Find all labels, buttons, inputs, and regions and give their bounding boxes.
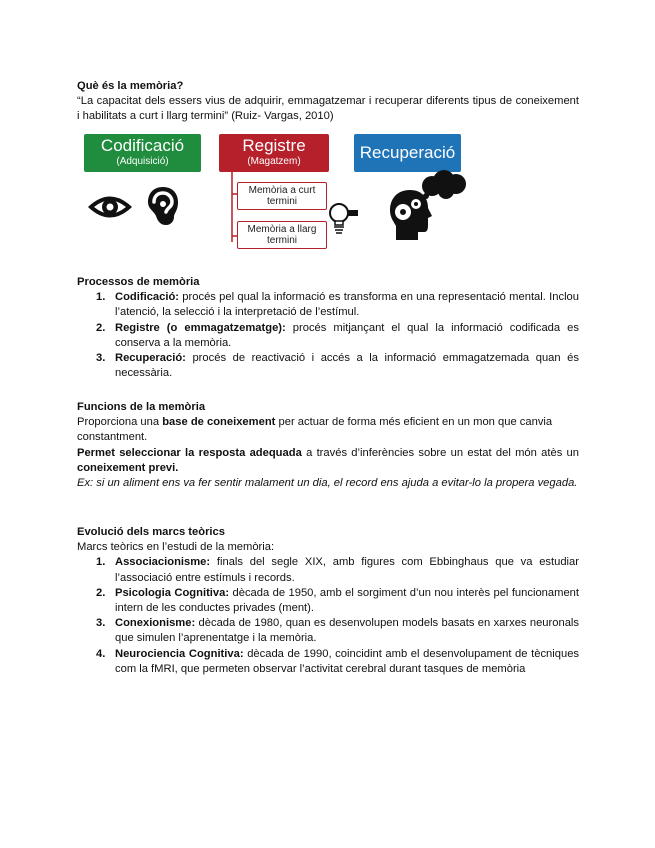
recuperacio-box <box>354 134 461 172</box>
item-text: dècada de 1980, quan es desenvolupen models basats en xarxes neuronals que simulen l’aprenentatge i la memòria. <box>115 617 579 645</box>
frameworks-list <box>77 555 579 677</box>
text-run: a través d’inferències sobre un estat del món atès un <box>301 446 580 459</box>
list-item <box>77 616 579 646</box>
item-number: 2. <box>96 321 106 334</box>
memory-diagram <box>82 132 472 252</box>
codificacio-title: Codificació <box>100 136 185 155</box>
text-run: per actuar de forma més eficient en un mon que canvia constantment. <box>77 416 553 444</box>
item-term: Associacionisme: <box>115 556 211 569</box>
functions-paragraph-1 <box>77 415 579 445</box>
head-gears-icon <box>388 188 436 242</box>
lightbulb-icon <box>328 200 360 238</box>
item-number: 4. <box>96 647 106 660</box>
processes-list <box>77 290 579 381</box>
eye-icon <box>86 192 134 222</box>
item-term: Conexionisme: <box>115 617 196 630</box>
ear-icon <box>146 185 180 227</box>
definition-quote: “La capacitat dels essers vius de adquirir, emmagatzemar i recuperar diferents tipus de coneixement i habilitats a curt i llarg termini” (Ruiz- Vargas, 2010) <box>77 95 579 123</box>
list-item <box>77 290 579 320</box>
registre-box <box>219 134 329 172</box>
section-title: Processos de memòria <box>77 276 200 288</box>
codificacio-box <box>84 134 201 172</box>
item-term: Codificació: <box>115 291 180 304</box>
list-item <box>77 586 579 616</box>
functions-paragraph-2 <box>77 446 579 476</box>
list-item <box>77 647 579 677</box>
item-number: 3. <box>96 617 106 630</box>
section-theoretical-frameworks <box>77 525 579 677</box>
item-term: Neurociencia Cognitiva: <box>115 647 244 660</box>
list-item <box>77 321 579 351</box>
section-title: Funcions de la memòria <box>77 401 206 413</box>
section-functions <box>77 400 579 491</box>
functions-example: Ex: si un aliment ens va fer sentir malament un dia, el record ens ajuda a evitar-lo la propera vegada. <box>77 477 578 490</box>
item-text: finals del segle XIX, amb figures com Ebbinghaus que va estudiar l’associació entre estímuls i records. <box>115 556 579 584</box>
recuperacio-title: Recuperació <box>359 143 456 162</box>
item-number: 1. <box>96 291 106 304</box>
item-text: procés pel qual la informació es transforma en una representació mental. Inclou l’atenció, la selecció i la interpretació de l’estímul. <box>115 291 579 319</box>
item-text: procés mitjançant el qual la informació codificada es conserva a la memòria. <box>115 321 579 349</box>
item-text: dècada de 1990, coincidint amb el desenvolupament de tècniques com la fMRI, que permeten observar l’activitat cerebral durant tasques de memòria <box>115 647 580 675</box>
long-term-memory-box: Memòria a llarg termini <box>237 221 327 249</box>
item-number: 2. <box>96 586 106 599</box>
short-term-memory-box: Memòria a curt termini <box>237 182 327 210</box>
section-title: Què és la memòria? <box>77 80 184 92</box>
item-text: procés de reactivació i accés a la informació emmagatzemada quan és necessària. <box>115 352 579 380</box>
item-term: Recuperació: <box>115 352 186 365</box>
item-term: Registre (o emmagatzematge): <box>115 321 286 334</box>
item-text: dècada de 1950, amb el sorgiment d’un nou interès pel funcionament intern de les conductes privades (ment). <box>115 586 579 615</box>
text-run-bold: Permet seleccionar la resposta adequada <box>77 446 302 459</box>
text-run: Proporciona una <box>77 416 163 429</box>
codificacio-subtitle: (Adquisició) <box>116 156 169 167</box>
section-processes <box>77 275 579 381</box>
item-number: 3. <box>96 352 106 365</box>
section-title: Evolució dels marcs teòrics <box>77 526 225 538</box>
registre-subtitle: (Magatzem) <box>247 156 301 167</box>
item-term: Psicologia Cognitiva: <box>115 586 230 599</box>
list-item <box>77 351 579 381</box>
text-run-bold: coneixement previ. <box>77 461 179 474</box>
text-run-bold: base de coneixement <box>162 416 276 429</box>
list-item <box>77 555 579 585</box>
item-number: 1. <box>96 556 106 569</box>
frameworks-intro: Marcs teòrics en l’estudi de la memòria: <box>77 541 275 554</box>
registre-title: Registre <box>242 136 306 155</box>
section-definition <box>77 79 579 125</box>
